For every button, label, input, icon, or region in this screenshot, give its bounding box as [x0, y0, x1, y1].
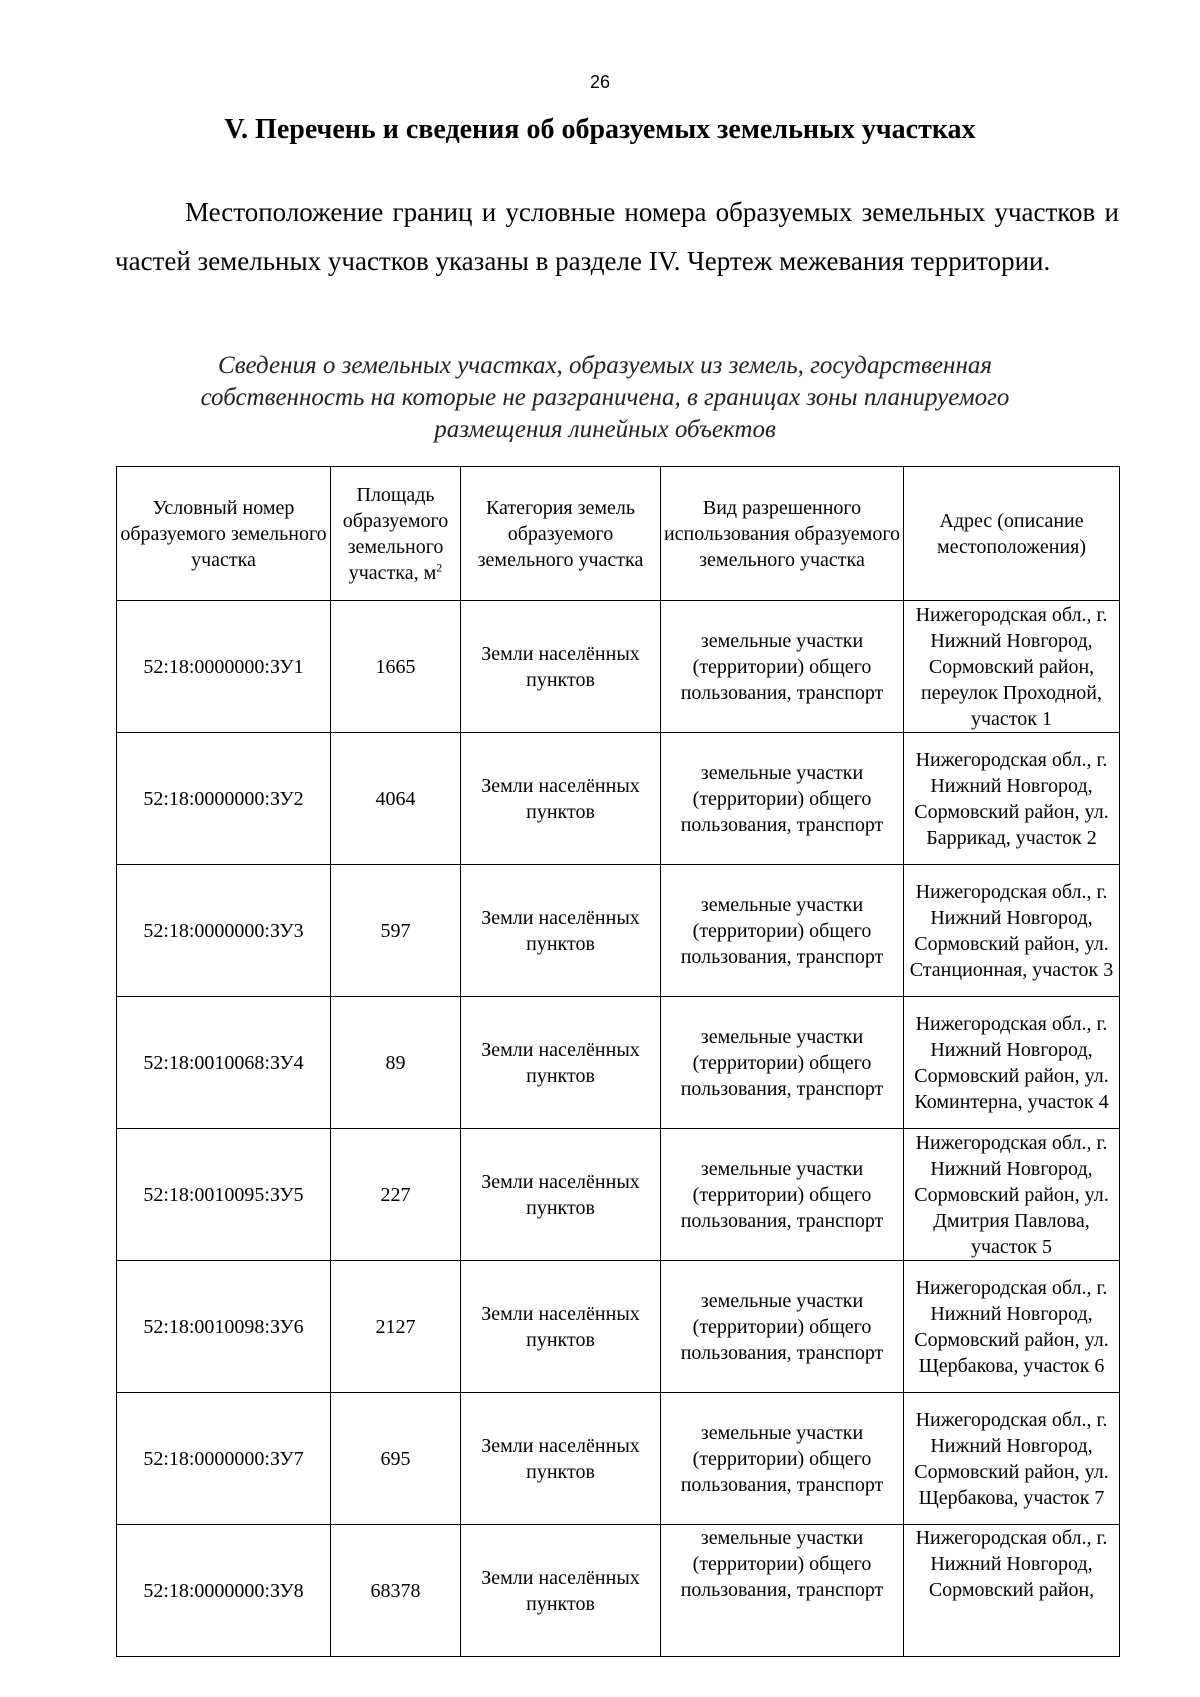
- intro-paragraph: Местоположение границ и условные номера образуемых земельных участков и частей земельных участков указаны в разделе IV. Чертеж межевания территории.: [115, 197, 1119, 276]
- section-title: V. Перечень и сведения об образуемых земельных участках: [224, 114, 976, 145]
- cell-category: Земли населённых пунктов: [461, 865, 661, 997]
- cell-category: Земли населённых пунктов: [461, 1129, 661, 1261]
- table-row: [117, 997, 1120, 1129]
- table-row: [117, 1525, 1120, 1657]
- cell-number: 52:18:0000000:ЗУ8: [117, 1525, 331, 1657]
- header-area-sup: 2: [436, 559, 443, 574]
- cell-usage: земельные участки (территории) общего пользования, транспорт: [661, 733, 904, 865]
- cell-category: Земли населённых пунктов: [461, 733, 661, 865]
- cell-category: Земли населённых пунктов: [461, 1393, 661, 1525]
- cell-area: 89: [331, 997, 461, 1129]
- header-number: Условный номер образуемого земельного участка: [117, 467, 331, 601]
- cell-usage: земельные участки (территории) общего пользования, транспорт: [661, 1393, 904, 1525]
- cell-category: Земли населённых пунктов: [461, 1261, 661, 1393]
- table-row: [117, 1261, 1120, 1393]
- cell-address: Нижегородская обл., г. Нижний Новгород, Сормовский район, ул. Дмитрия Павлова, участок 5: [904, 1129, 1120, 1261]
- cell-address: Нижегородская обл., г. Нижний Новгород, Сормовский район,: [904, 1525, 1120, 1657]
- cell-area: 1665: [331, 601, 461, 733]
- cell-number: 52:18:0010098:ЗУ6: [117, 1261, 331, 1393]
- table-row: [117, 601, 1120, 733]
- table-row: [117, 1393, 1120, 1525]
- cell-number: 52:18:0000000:ЗУ7: [117, 1393, 331, 1525]
- land-plots-table: [116, 466, 1120, 1657]
- cell-number: 52:18:0010068:ЗУ4: [117, 997, 331, 1129]
- cell-usage: земельные участки (территории) общего пользования, транспорт: [661, 1261, 904, 1393]
- cell-number: 52:18:0000000:ЗУ3: [117, 865, 331, 997]
- cell-usage: земельные участки (территории) общего пользования, транспорт: [661, 1525, 904, 1657]
- header-area-label: Площадь образуемого земельного участка, м: [342, 483, 449, 584]
- cell-usage: земельные участки (территории) общего пользования, транспорт: [661, 865, 904, 997]
- cell-area: 4064: [331, 733, 461, 865]
- cell-area: 597: [331, 865, 461, 997]
- cell-number: 52:18:0000000:ЗУ2: [117, 733, 331, 865]
- table-row: [117, 733, 1120, 865]
- table-header-row: [117, 467, 1120, 601]
- table-row: [117, 865, 1120, 997]
- header-usage: Вид разрешенного использования образуемого земельного участка: [661, 467, 904, 601]
- page-number: 26: [589, 72, 611, 92]
- cell-number: 52:18:0010095:ЗУ5: [117, 1129, 331, 1261]
- cell-address: Нижегородская обл., г. Нижний Новгород, Сормовский район, переулок Проходной, участок 1: [904, 601, 1120, 733]
- table-row: [117, 1129, 1120, 1261]
- cell-category: Земли населённых пунктов: [461, 997, 661, 1129]
- cell-address: Нижегородская обл., г. Нижний Новгород, Сормовский район, ул. Станционная, участок 3: [904, 865, 1120, 997]
- cell-address: Нижегородская обл., г. Нижний Новгород, Сормовский район, ул. Коминтерна, участок 4: [904, 997, 1120, 1129]
- header-area: [331, 467, 461, 601]
- cell-area: 2127: [331, 1261, 461, 1393]
- cell-category: Земли населённых пунктов: [461, 1525, 661, 1657]
- cell-address: Нижегородская обл., г. Нижний Новгород, Сормовский район, ул. Щербакова, участок 6: [904, 1261, 1120, 1393]
- cell-number: 52:18:0000000:ЗУ1: [117, 601, 331, 733]
- table-caption: Сведения о земельных участках, образуемых из земель, государственная собственность на которые не разграничена, в границах зоны планируемого размещения линейных объектов: [200, 352, 1010, 443]
- header-address: Адрес (описание местоположения): [904, 467, 1120, 601]
- cell-usage: земельные участки (территории) общего пользования, транспорт: [661, 601, 904, 733]
- cell-area: 695: [331, 1393, 461, 1525]
- cell-usage: земельные участки (территории) общего пользования, транспорт: [661, 1129, 904, 1261]
- cell-address: Нижегородская обл., г. Нижний Новгород, Сормовский район, ул. Щербакова, участок 7: [904, 1393, 1120, 1525]
- cell-area: 227: [331, 1129, 461, 1261]
- cell-area: 68378: [331, 1525, 461, 1657]
- cell-usage: земельные участки (территории) общего пользования, транспорт: [661, 997, 904, 1129]
- cell-category: Земли населённых пунктов: [461, 601, 661, 733]
- header-category: Категория земель образуемого земельного участка: [461, 467, 661, 601]
- cell-address: Нижегородская обл., г. Нижний Новгород, Сормовский район, ул. Баррикад, участок 2: [904, 733, 1120, 865]
